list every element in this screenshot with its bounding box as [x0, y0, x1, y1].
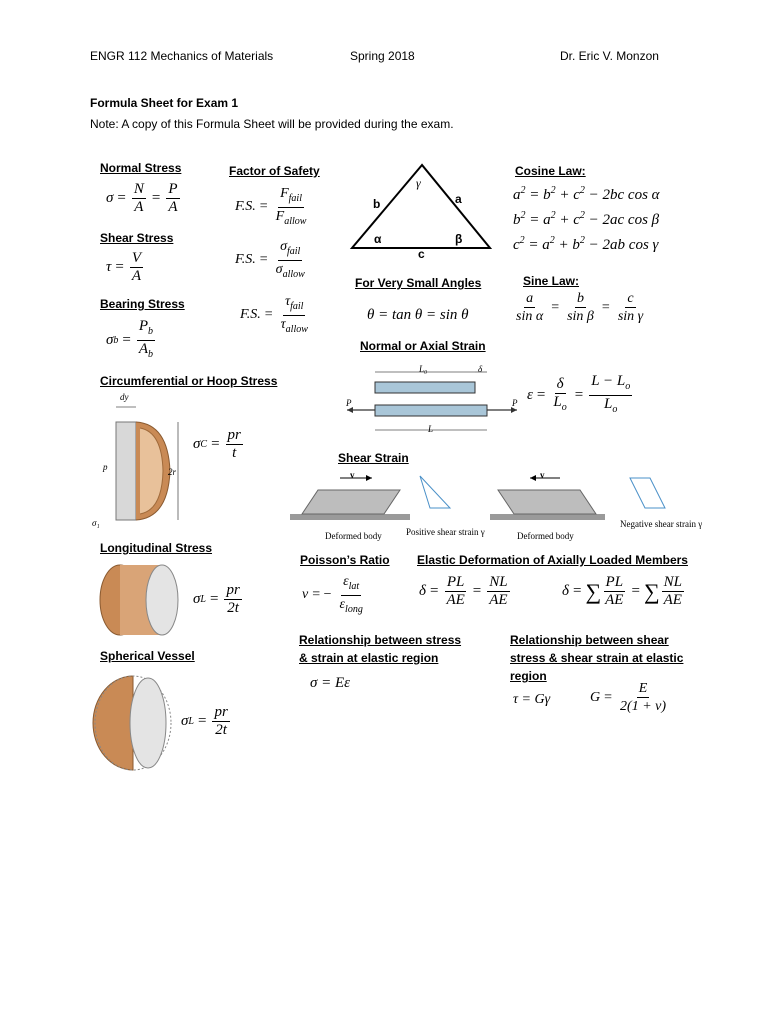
elongated-bar	[375, 405, 487, 416]
elastic-deformation-formula-1: δ = $\frac{PL}{AE}$ = $\frac{NL}{AE}$	[419, 574, 508, 608]
triangle-c: c	[418, 247, 425, 261]
hookes-law-formula: σ = Eε	[310, 675, 351, 691]
ground-1	[290, 514, 410, 520]
poisson-heading: Poisson’s Ratio	[300, 553, 390, 567]
fos-formula-1: F.S. = $\frac{F_{fail}}{F_{allow}}$	[235, 186, 307, 227]
shear-stress-heading: Shear Stress	[100, 231, 174, 245]
shear-rel-line-3: region	[510, 669, 547, 683]
negative-shear-label: Negative shear strain γ	[620, 519, 703, 529]
small-angles-heading: For Very Small Angles	[355, 276, 482, 290]
bearing-stress-formula: σ b = $\frac{P_b}{A_b}$	[106, 318, 154, 360]
deformed-block-negative	[498, 490, 596, 514]
cut-section	[146, 565, 178, 635]
fos-heading: Factor of Safety	[229, 164, 320, 178]
shear-hookes-formula: τ = Gγ	[513, 692, 551, 707]
sphere-half	[93, 676, 133, 770]
triangle-diagram	[345, 160, 495, 260]
triangle-a: a	[455, 192, 462, 206]
v-label-negative: v	[540, 470, 545, 480]
bearing-stress-heading: Bearing Stress	[100, 297, 185, 311]
stress-strain-line-1: Relationship between stress	[299, 633, 462, 647]
instructor: Dr. Eric V. Monzon	[560, 49, 659, 63]
l-label: L	[428, 424, 434, 434]
p-left-label: P	[346, 398, 352, 408]
hoop-stress-formula: σ C = $\frac{pr}{t}$	[193, 427, 241, 461]
deformed-block-positive	[302, 490, 400, 514]
dy-label: dy	[120, 392, 129, 402]
ground-2	[490, 514, 605, 520]
page-note: Note: A copy of this Formula Sheet will be provided during the exam.	[90, 117, 454, 131]
sine-law-heading: Sine Law:	[523, 274, 580, 288]
normal-stress-heading: Normal Stress	[100, 161, 182, 175]
stress-strain-heading	[299, 631, 461, 667]
spherical-vessel-heading: Spherical Vessel	[100, 649, 195, 663]
term: Spring 2018	[350, 49, 415, 63]
shear-rel-line-2: stress & shear strain at elastic	[510, 651, 684, 665]
sigma1-label: σ₁	[92, 518, 100, 528]
2r-label: 2r	[168, 467, 177, 477]
elastic-deformation-heading: Elastic Deformation of Axially Loaded Members	[417, 553, 688, 567]
triangle-alpha: α	[374, 232, 382, 246]
shear-stress-formula: τ = $\frac{V}{A}$	[106, 250, 142, 284]
normal-stress-formula: σ = $\frac{N}{A}$ = $\frac{P}{A}$	[106, 181, 178, 215]
shear-relationship-heading	[510, 631, 683, 685]
longitudinal-stress-figure	[92, 560, 192, 640]
cosine-law-c: $c^2 = a^2 + b^2 - 2ab$ cos γ	[513, 235, 659, 253]
poisson-formula: ν = − $\frac{\varepsilon_{lat}}{\varepsilon_{long}}$	[302, 574, 363, 615]
course-title: ENGR 112 Mechanics of Materials	[90, 49, 274, 63]
spherical-vessel-figure	[88, 668, 188, 778]
v-arrowhead-positive	[366, 475, 372, 481]
normal-strain-heading: Normal or Axial Strain	[360, 339, 486, 353]
small-angles-formula: θ = tan θ = sin θ	[367, 307, 469, 323]
cosine-law-heading: Cosine Law:	[515, 164, 586, 178]
normal-strain-formula: ε = $\frac{\delta}{L_o}$ = $\frac{L - L_o}{L_o}$	[527, 373, 631, 415]
fos-formula-2: F.S. = $\frac{\sigma_{fail}}{\sigma_{allow}}$	[235, 239, 305, 280]
shear-modulus-formula: G = $\frac{E}{2(1 + \nu)}$	[590, 681, 667, 714]
triangle-b: b	[373, 197, 381, 211]
hoop-stress-heading: Circumferential or Hoop Stress	[100, 374, 278, 388]
negative-strain-element	[630, 478, 665, 508]
positive-strain-element	[420, 476, 450, 508]
cosine-law-b: $b^2 = a^2 + c^2 - 2ac$ cos β	[513, 210, 660, 228]
elastic-deformation-formula-2: δ = ∑ $\frac{PL}{AE}$ = ∑ $\frac{NL}{AE}$	[562, 574, 682, 608]
positive-shear-label: Positive shear strain γ	[406, 527, 485, 537]
p-hoop-label: p	[103, 462, 108, 472]
l0-label: L₀	[419, 364, 428, 374]
v-label-positive: v	[350, 470, 355, 480]
deformed-body-label-1: Deformed body	[325, 531, 382, 541]
sphere-cut	[130, 678, 166, 768]
original-bar	[375, 382, 475, 393]
shear-rel-line-1: Relationship between shear	[510, 633, 669, 647]
fos-formula-3: F.S. = $\frac{\tau_{fail}}{\tau_{allow}}$	[240, 294, 308, 335]
p-right-label: P	[512, 398, 518, 408]
v-arrowhead-negative	[530, 475, 536, 481]
stress-strain-line-2: & strain at elastic region	[299, 651, 439, 665]
spherical-stress-formula: σ L = $\frac{pr}{2t}$	[181, 704, 228, 738]
delta-label: δ	[478, 364, 483, 374]
longitudinal-stress-formula: σ L = $\frac{pr}{2t}$	[193, 582, 240, 616]
triangle-gamma: γ	[416, 176, 421, 190]
longitudinal-stress-heading: Longitudinal Stress	[100, 541, 213, 555]
cosine-law-a: $a^2 = b^2 + c^2 - 2bc$ cos α	[513, 185, 660, 203]
page-title: Formula Sheet for Exam 1	[90, 96, 239, 110]
triangle-beta: β	[455, 232, 463, 246]
wall-section	[116, 422, 136, 520]
deformed-body-label-2: Deformed body	[517, 531, 574, 541]
sine-law-formula: $\frac{a}{\text{sin α}}$ = $\frac{b}{\text{sin β}}$ = $\frac{c}{\text{sin γ}}$	[516, 291, 644, 324]
shear-strain-heading: Shear Strain	[338, 451, 409, 465]
